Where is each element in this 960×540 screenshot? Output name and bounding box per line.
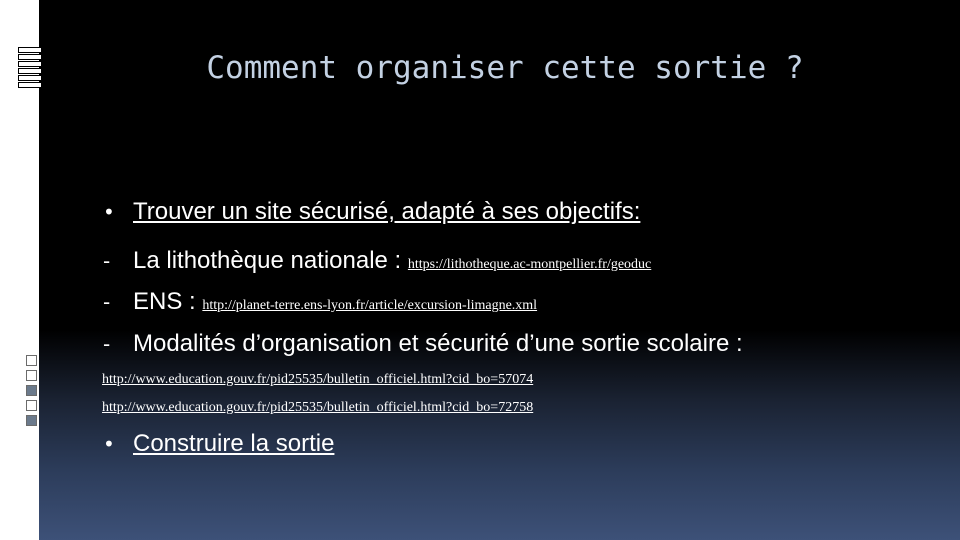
lithotheque-link[interactable]: https://lithotheque.ac-montpellier.fr/geoduc (407, 257, 652, 272)
item-text: Trouver un site sécurisé, adapté à ses objectifs: (133, 198, 641, 225)
dash-marker: - (103, 332, 111, 356)
slide-title: Comment organiser cette sortie ? (206, 50, 804, 86)
item-text: ENS : (133, 288, 203, 315)
dash-item-ens (103, 288, 537, 316)
dash-marker: - (103, 249, 111, 273)
dash-marker: - (103, 290, 111, 314)
education-link-2[interactable]: http://www.education.gouv.fr/pid25535/bulletin_officiel.html?cid_bo=72758 (102, 400, 534, 415)
decorative-squares-icon (26, 355, 38, 430)
bullet-marker: • (103, 432, 115, 456)
decorative-lines-icon (18, 47, 42, 93)
bullet-item-construire (103, 430, 334, 458)
ens-link[interactable]: http://planet-terre.ens-lyon.fr/article/excursion-limagne.xml (202, 298, 538, 313)
education-link-1[interactable]: http://www.education.gouv.fr/pid25535/bulletin_officiel.html?cid_bo=57074 (102, 372, 534, 387)
bullet-marker: • (103, 200, 115, 224)
dash-item-lithotheque (103, 247, 651, 275)
item-text: Modalités d’organisation et sécurité d’une sortie scolaire : (133, 330, 743, 357)
item-text: La lithothèque nationale : (133, 247, 408, 274)
bullet-item-find-site (103, 198, 640, 226)
dash-item-modalites (103, 330, 743, 358)
item-text: Construire la sortie (133, 430, 335, 457)
